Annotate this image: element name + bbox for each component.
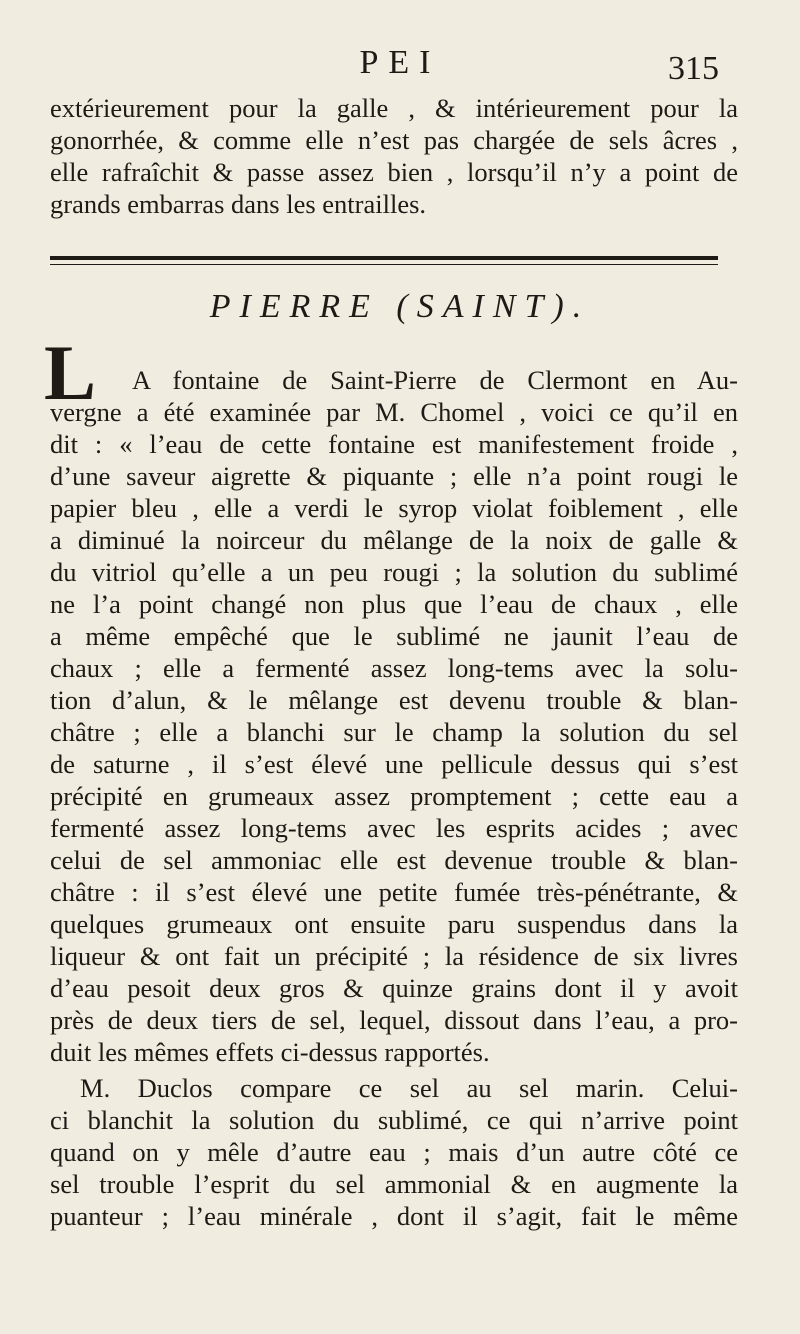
text-line: du vitriol qu’elle a un peu rougi ; la solution du sublimé bbox=[50, 557, 738, 587]
text-line: a même empêché que le sublimé ne jaunit l’eau de bbox=[50, 621, 738, 651]
text-line: quelques grumeaux ont ensuite paru suspendus dans la bbox=[50, 909, 738, 939]
text-line: elle rafraîchit & passe assez bien , lorsqu’il n’y a point de bbox=[50, 157, 738, 187]
text-line: celui de sel ammoniac elle est devenue trouble & blan- bbox=[50, 845, 738, 875]
text-line: châtre : il s’est élevé une petite fumée très-pénétrante, & bbox=[50, 877, 738, 907]
text-line: duit les mêmes effets ci-dessus rapportés. bbox=[50, 1037, 490, 1067]
text-line: grands embarras dans les entrailles. bbox=[50, 189, 427, 219]
text-line: sel trouble l’esprit du sel ammonial & en augmente la bbox=[50, 1169, 738, 1199]
text-line: près de deux tiers de sel, lequel, dissout dans l’eau, a pro- bbox=[50, 1005, 738, 1035]
text-line: gonorrhée, & comme elle n’est pas chargée de sels âcres , bbox=[50, 125, 738, 155]
running-head: PEI bbox=[359, 44, 441, 81]
text-line: dit : « l’eau de cette fontaine est manifestement froide , bbox=[50, 429, 738, 459]
drop-cap: L bbox=[44, 329, 97, 416]
section-rule-thin bbox=[50, 264, 718, 265]
text-line: ne l’a point changé non plus que l’eau de chaux , elle bbox=[50, 589, 738, 619]
page-number: 315 bbox=[668, 50, 719, 87]
text-line: liqueur & ont fait un précipité ; la résidence de six livres bbox=[50, 941, 738, 971]
text-line: châtre ; elle a blanchi sur le champ la solution du sel bbox=[50, 717, 738, 747]
text-line: d’une saveur aigrette & piquante ; elle n’a point rougi le bbox=[50, 461, 738, 491]
text-line: A fontaine de Saint-Pierre de Clermont en Au- bbox=[132, 365, 738, 395]
text-line: chaux ; elle a fermenté assez long-tems avec la solu- bbox=[50, 653, 738, 683]
text-line: quand on y mêle d’autre eau ; mais d’un autre côté ce bbox=[50, 1137, 738, 1167]
text-line: extérieurement pour la galle , & intérieurement pour la bbox=[50, 93, 738, 123]
text-line: ci blanchit la solution du sublimé, ce qui n’arrive point bbox=[50, 1105, 738, 1135]
text-line: a diminué la noirceur du mêlange de la noix de galle & bbox=[50, 525, 738, 555]
text-line: de saturne , il s’est élevé une pellicule dessus qui s’est bbox=[50, 749, 738, 779]
text-line: d’eau pesoit deux gros & quinze grains dont il y avoit bbox=[50, 973, 738, 1003]
text-line: M. Duclos compare ce sel au sel marin. Celui- bbox=[80, 1073, 738, 1103]
section-title: PIERRE (SAINT). bbox=[209, 288, 591, 325]
text-line: puanteur ; l’eau minérale , dont il s’agit, fait le même bbox=[50, 1201, 738, 1231]
text-line: précipité en grumeaux assez promptement ; cette eau a bbox=[50, 781, 738, 811]
text-line: tion d’alun, & le mêlange est devenu trouble & blan- bbox=[50, 685, 738, 715]
text-line: vergne a été examinée par M. Chomel , voici ce qu’il en bbox=[50, 397, 738, 427]
text-line: papier bleu , elle a verdi le syrop violat foiblement , elle bbox=[50, 493, 738, 523]
text-line: fermenté assez long-tems avec les esprits acides ; avec bbox=[50, 813, 738, 843]
section-rule bbox=[50, 256, 718, 260]
